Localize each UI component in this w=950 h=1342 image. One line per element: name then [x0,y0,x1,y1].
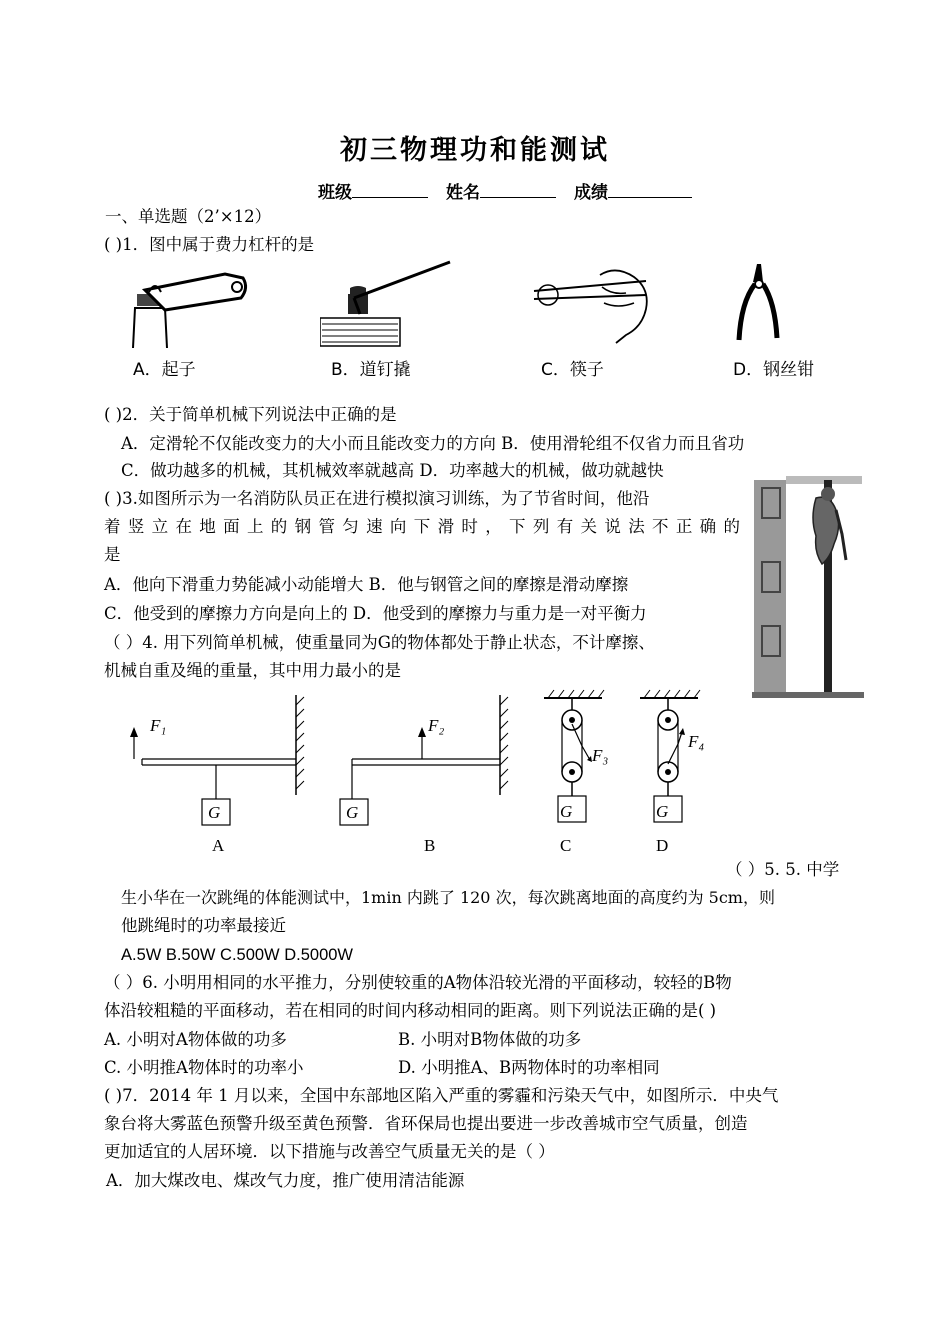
q2-options-ab: A．定滑轮不仅能改变力的大小而且能改变力的方向 B．使用滑轮组不仅省力而且省功 [121,434,745,453]
q6-line1: （ ）6. 小明用相同的水平推力，分别使较重的A物体沿较光滑的平面移动，较轻的B物 [104,973,732,992]
weight-a-label: G [208,803,221,822]
q7-line1: ( )7．2014 年 1 月以来，全国中东部地区陷入严重的雾霾和污染天气中，如图所示．中央气 [104,1086,779,1105]
score-blank [608,181,692,198]
weight-c-label: G [560,802,573,821]
q6-option-d: D. 小明推A、B两物体时的功率相同 [398,1058,660,1077]
q7-line3: 更加适宜的人居环境．以下措施与改善空气质量无关的是（ ） [104,1142,555,1161]
q6-line2: 体沿较粗糙的平面移动，若在相同的时间内移动相同的距离。则下列说法正确的是( ) [104,1001,717,1020]
class-blank [352,181,428,198]
q5-line2: 他跳绳时的功率最接近 [121,916,286,935]
q6-option-b: B. 小明对B物体做的功多 [398,1030,582,1049]
q3-line2: 着竖立在地面上的钢管匀速向下滑时，下列有关说法不正确的 [104,517,740,536]
score-label: 成绩 [574,183,608,203]
q7-line2: 象台将大雾蓝色预警升级至黄色预警．省环保局也提出要进一步改善城市空气质量，创造 [104,1114,748,1133]
q2-stem: ( )2．关于简单机械下列说法中正确的是 [104,405,397,424]
q5-line1: 生小华在一次跳绳的体能测试中，1min 内跳了 120 次，每次跳离地面的高度约为 5cm，则 [121,888,775,907]
class-label: 班级 [318,183,352,203]
option-d-label: D [656,836,669,855]
weight-d-label: G [656,802,669,821]
firefighter-figure [752,474,864,699]
q5-prefix: （ ）5. 5. 中学 [726,860,840,879]
lever-b-figure [330,695,520,835]
option-c-label: C [560,836,572,855]
page-title: 初三物理功和能测试 [340,135,610,166]
q3-line1: ( )3.如图所示为一名消防队员正在进行模拟演习训练，为了节省时间，他沿 [104,489,650,508]
option-a-label: A [212,836,225,855]
pulley-d-figure [636,688,706,833]
q1-stem: ( )1．图中属于费力杠杆的是 [104,235,315,254]
section-heading: 一、单选题（2’×12） [105,207,272,226]
q7-option-a: A．加大煤改电、煤改气力度，推广使用清洁能源 [106,1171,465,1190]
student-info [318,178,710,203]
q4-line2: 机械自重及绳的重量，其中用力最小的是 [104,661,401,680]
name-blank [480,181,556,198]
q1-caption-d: D．钢丝钳 [733,360,815,380]
q1-caption-b: B．道钉撬 [331,360,411,380]
force-f1-label: F₁ [150,716,167,735]
option-b-label: B [424,836,436,855]
weight-b-label: G [346,803,359,822]
pliers-figure [735,262,785,342]
q4-line1: （ ）4. 用下列简单机械，使重量同为G的物体都处于静止状态，不计摩擦、 [104,633,655,652]
force-f3-label: F₃ [592,746,609,765]
q1-caption-a: A．起子 [133,360,196,380]
crowbar-figure [320,258,460,348]
q6-option-c: C. 小明推A物体时的功率小 [104,1058,304,1077]
q2-options-cd: C．做功越多的机械，其机械效率就越高 D．功率越大的机械，做功就越快 [121,461,664,480]
q5-options: A.5W B.50W C.500W D.5000W [121,946,353,964]
q3-options-ab: A．他向下滑重力势能减小动能增大 B．他与钢管之间的摩擦是滑动摩擦 [104,575,629,594]
chopsticks-figure [530,265,660,345]
q1-caption-c: C．筷子 [541,360,604,380]
bottle-opener-figure [125,270,255,348]
q3-options-cd: C．他受到的摩擦力方向是向上的 D．他受到的摩擦力与重力是一对平衡力 [104,604,647,623]
q3-line3: 是 [104,545,121,564]
name-label: 姓名 [446,183,480,203]
q6-option-a: A. 小明对A物体做的功多 [104,1030,287,1049]
force-f2-label: F₂ [428,716,445,735]
force-f4-label: F₄ [688,732,705,751]
